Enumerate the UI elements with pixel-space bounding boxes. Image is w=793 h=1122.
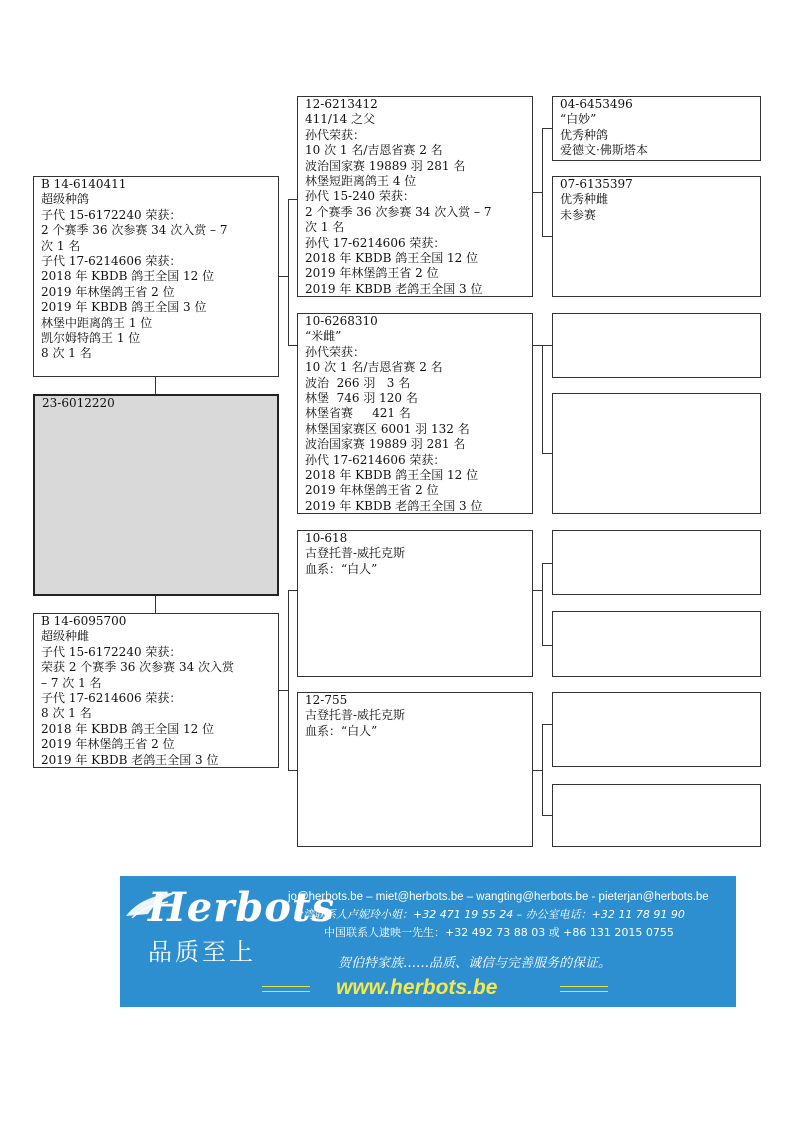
pedigree-text-line: 孙代荣获： [305,127,366,142]
pedigree-text-line: 2019 年 KBDB 老鸽王全国 3 位 [305,498,483,513]
pedigree-text-line: 波治国家赛 19889 羽 281 名 [305,158,466,173]
tagline: 贺伯特家族……品质、诚信与完善服务的保证。 [338,956,612,971]
pedigree-text-line: 次 1 名 [305,220,345,235]
pedigree-text-line: 林堡短距离鸽王 4 位 [305,174,417,189]
pedigree-text-line: 2019 年林堡鸽王省 2 位 [305,266,439,281]
connector-line [542,236,552,237]
pedigree-text-line: 优秀种鸽 [560,127,609,142]
pedigree-text-line: 子代 15-6172240 荣获： [41,644,182,659]
pedigree-text-line: 8 次 1 名 [41,706,92,721]
pedigree-text-line: “米雌” [305,329,342,344]
decorative-rule-left [262,986,310,992]
pedigree-text-line: 古登托普-威托克斯 [305,546,406,561]
pedigree-text-line: 孙代 15-240 荣获： [305,189,415,204]
connector-line [288,345,297,346]
sire-dam-box [297,313,533,514]
connector-line [533,192,542,193]
sire-box [33,176,279,377]
connector-line [155,377,156,394]
pedigree-text-line: 2019 年林堡鸽王省 2 位 [41,284,175,299]
pedigree-text-line: 子代 15-6172240 荣获： [41,207,182,222]
connector-line [542,345,552,346]
pedigree-text-line: 超级种鸽 [41,192,90,207]
pedigree-text-line: 荣获 2 个赛季 36 次参赛 34 次入赏 [41,660,235,675]
pedigree-text-line: 2018 年 KBDB 鸽王全国 12 位 [305,468,479,483]
connector-line [542,128,543,236]
pedigree-text-line: 07-6135397 [560,177,633,191]
dam-dam-dam-box [552,784,761,847]
herbots-logo: Herbots [148,884,335,931]
pedigree-text-line: 2018 年 KBDB 鸽王全国 12 位 [305,251,479,266]
connector-line [155,596,156,613]
herbots-banner [120,876,736,1007]
pedigree-text-line: 超级种雌 [41,629,90,644]
connector-line [279,690,288,691]
connector-line [542,563,543,645]
connector-line [542,815,552,816]
connector-line [288,770,297,771]
connector-line [542,724,552,725]
pedigree-text-line: 孙代荣获： [305,344,366,359]
pedigree-text-line: 2019 年 KBDB 老鸽王全国 3 位 [41,752,219,767]
pedigree-text-line: 2019 年 KBDB 老鸽王全国 3 位 [305,281,483,296]
pedigree-text-line: 2019 年林堡鸽王省 2 位 [41,737,175,752]
connector-line [288,590,297,591]
dam-box [33,613,279,768]
pedigree-text-line: 林堡中距离鸽王 1 位 [41,315,153,330]
pedigree-text-line: 2 个赛季 36 次参赛 34 次入赏 – 7 [305,204,492,219]
pedigree-text-line: 林堡 746 羽 120 名 [305,391,418,406]
pedigree-text-line: 凯尔姆特鸽王 1 位 [41,331,141,346]
pedigree-text-line: 子代 17-6214606 荣获： [41,254,182,269]
pedigree-text-line: 孙代 17-6214606 荣获： [305,452,446,467]
pedigree-text-line: 古登托普-威托克斯 [305,708,406,723]
connector-line [288,590,289,770]
pedigree-text-line: 孙代 17-6214606 荣获： [305,235,446,250]
pedigree-text-line: 411/14 之父 [305,112,376,127]
pedigree-text-line: 2019 年 KBDB 鸽王全国 3 位 [41,300,207,315]
slogan: 品质至上 [148,938,256,966]
connector-line [533,590,542,591]
pedigree-text-line: 2 个赛季 36 次参赛 34 次入赏 – 7 [41,223,228,238]
contact-china: 中国联系人逮映一先生：+32 492 73 88 03 或 +86 131 2015 0755 [324,926,674,939]
connector-line [279,276,288,277]
pedigree-text-line: 23-6012220 [42,396,115,410]
pedigree-text-line: 爱德文·佛斯塔本 [560,143,648,158]
pedigree-text-line: 2018 年 KBDB 鸽王全国 12 位 [41,721,215,736]
pedigree-text-line: 血系：“白人” [305,561,378,576]
connector-line [533,345,542,346]
connector-line [542,645,552,646]
pedigree-text-line: 10 次 1 名/吉恩省赛 2 名 [305,143,443,158]
pedigree-text-line: 12-6213412 [305,97,378,111]
pedigree-text-line: 子代 17-6214606 荣获： [41,691,182,706]
pedigree-text-line: 10-6268310 [305,314,378,328]
pedigree-text-line: B 14-6095700 [41,614,127,628]
dam-sire-dam-box [552,611,761,677]
dam-dam-box [297,692,533,847]
dam-sire-box [297,530,533,677]
pedigree-text-line: 血系：“白人” [305,723,378,738]
connector-line [542,345,543,453]
pedigree-text-line: 2018 年 KBDB 鸽王全国 12 位 [41,269,215,284]
pedigree-text-line: 林堡国家赛区 6001 羽 132 名 [305,421,470,436]
sire-sire-box [297,96,533,297]
pedigree-text-line: 8 次 1 名 [41,346,92,361]
pedigree-text-line: B 14-6140411 [41,177,127,191]
pedigree-text-line: 林堡省赛 421 名 [305,406,411,421]
pedigree-text-line: 波治 266 羽 3 名 [305,375,411,390]
subject-box [33,394,279,596]
sire-sire-sire-box [552,96,761,161]
pedigree-text-line: 次 1 名 [41,238,81,253]
pedigree-text-line: – 7 次 1 名 [41,675,102,690]
pedigree-text-line: 04-6453496 [560,97,633,111]
contact-taiwan: 台湾联系人卢妮玲小姐：+32 471 19 55 24 – 办公室电话：+32 11 78 91 90 [292,908,685,921]
dam-sire-sire-box [552,530,761,595]
pedigree-text-line: 12-755 [305,693,348,707]
pedigree-text-line: 波治国家赛 19889 羽 281 名 [305,437,466,452]
pedigree-text-line: 10 次 1 名/吉恩省赛 2 名 [305,360,443,375]
connector-line [533,770,542,771]
connector-line [542,724,543,815]
pedigree-text-line: “白妙” [560,112,597,127]
dam-dam-sire-box [552,692,761,767]
email-addresses: jo@herbots.be – miet@herbots.be – wangting@herbots.be - pieterjan@herbots.be [288,891,709,903]
website-link[interactable]: www.herbots.be [336,976,498,999]
connector-line [542,128,552,129]
sire-sire-dam-box [552,176,761,297]
decorative-rule-right [560,986,608,992]
pedigree-text-line: 10-618 [305,531,348,545]
pedigree-text-line: 优秀种雌 [560,192,609,207]
connector-line [542,453,552,454]
connector-line [288,199,289,345]
pedigree-text-line: 未参赛 [560,207,597,222]
pedigree-text-line: 2019 年林堡鸽王省 2 位 [305,483,439,498]
sire-dam-dam-box [552,393,761,514]
connector-line [288,199,297,200]
sire-dam-sire-box [552,313,761,378]
connector-line [542,563,552,564]
